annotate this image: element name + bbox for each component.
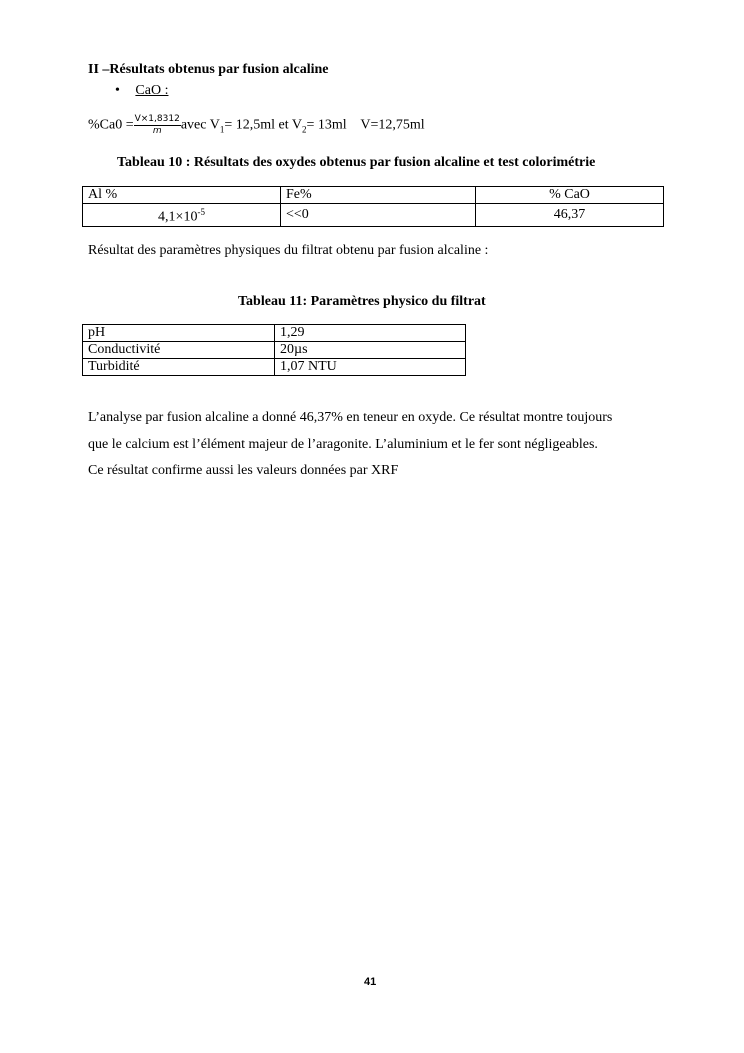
param-value: 20µs [275,342,466,359]
conclusion-line: L’analyse par fusion alcaline a donné 46,37% en teneur en oxyde. Ce résultat montre toujours [88,410,613,425]
conclusion-line: Ce résultat confirme aussi les valeurs données par XRF [88,463,399,478]
table10 [82,186,664,227]
page-number: 41 [364,976,377,988]
header-cell: Fe% [281,187,476,204]
table-header-row [83,187,664,204]
numerator: V×1,8312 [134,114,180,124]
table-row [83,325,466,342]
table11 [82,324,466,376]
bullet-icon: • [115,83,120,98]
denominator: m [152,126,162,136]
table11-title: Tableau 11: Paramètres physico du filtrat [238,294,486,309]
param-label: pH [83,325,275,342]
formula-fraction [134,114,181,137]
formula-lhs: %Ca0 = [88,117,134,133]
param-value: 1,29 [275,325,466,342]
bullet-item [115,83,168,99]
bullet-label: CaO : [135,83,169,98]
param-label: Conductivité [83,342,275,359]
section-heading: II –Résultats obtenus par fusion alcaline [88,62,329,77]
formula [88,114,425,137]
table-row [83,342,466,359]
table-row [83,359,466,376]
al-value: 4,1×10 [158,209,198,225]
header-cell: Al % [83,187,281,204]
subscript: 2 [301,124,307,135]
table-row [83,204,664,227]
formula-text: = 12,5ml et V [224,117,302,133]
formula-text: = 13ml V=12,75ml [306,117,425,133]
param-label: Turbidité [83,359,275,376]
table10-title: Tableau 10 : Résultats des oxydes obtenus par fusion alcaline et test colorimétrie [117,155,596,170]
conclusion-line: que le calcium est l’élément majeur de l’aragonite. L’aluminium et le fer sont négligeables. [88,437,598,452]
formula-text: avec V [180,117,220,133]
cell-cao: 46,37 [476,204,664,227]
subscript: 1 [219,124,225,135]
cell-fe: <<0 [281,204,476,227]
intro-text: Résultat des paramètres physiques du filtrat obtenu par fusion alcaline : [88,243,489,258]
header-cell: % CaO [476,187,664,204]
cell-al [83,204,281,227]
al-exponent: -5 [197,207,205,217]
param-value: 1,07 NTU [275,359,466,376]
